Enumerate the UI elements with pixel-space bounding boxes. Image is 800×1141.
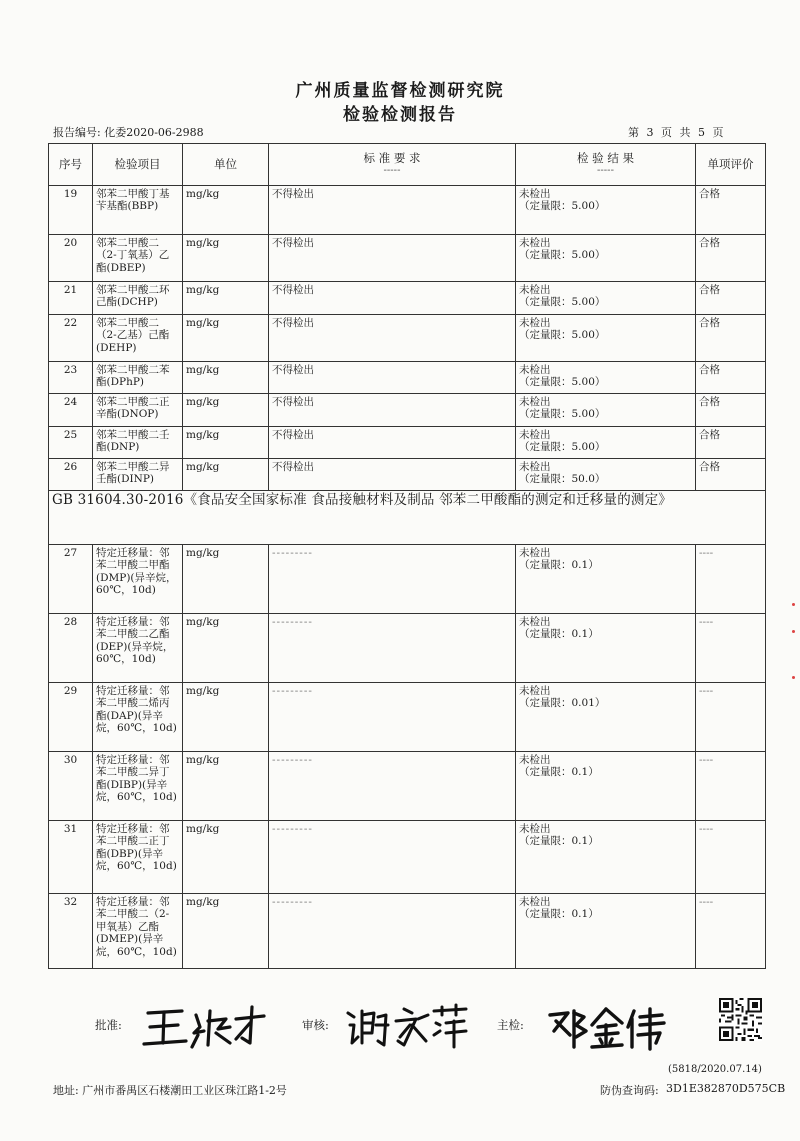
test-item: 邻苯二甲酸二苯酯(DPhP)	[93, 362, 183, 394]
evaluation-value: ----	[699, 896, 714, 908]
row-number: 27	[49, 545, 93, 614]
test-result	[516, 394, 696, 427]
quantitation-limit: （定量限：0.1）	[519, 835, 599, 848]
evaluation	[696, 894, 766, 969]
review-label: 审核:	[302, 1018, 329, 1032]
test-item: 邻苯二甲酸二正辛酯(DNOP)	[93, 394, 183, 427]
row-number: 20	[49, 235, 93, 282]
result-value: 未检出	[519, 896, 551, 908]
standard-dash: ---------	[272, 896, 313, 908]
evaluation	[696, 614, 766, 683]
edge-mark	[792, 630, 795, 633]
quantitation-limit: （定量限：0.1）	[519, 908, 599, 921]
test-result	[516, 282, 696, 315]
table-row	[49, 235, 766, 282]
standard-dash: ---------	[272, 547, 313, 559]
test-result	[516, 545, 696, 614]
gb-standard-title: GB 31604.30-2016《食品安全国家标准 食品接触材料及制品 邻苯二甲酸酯的测定和迁移量的测定》	[49, 491, 766, 545]
row-number: 21	[49, 282, 93, 315]
table-row	[49, 427, 766, 459]
result-value: 未检出	[519, 461, 551, 473]
evaluation	[696, 545, 766, 614]
table-row	[49, 394, 766, 427]
col-header-standard	[269, 144, 516, 186]
evaluation-value: 合格	[699, 396, 720, 408]
unit: mg/kg	[183, 186, 269, 235]
col-header-unit: 单位	[183, 144, 269, 186]
verification-code: 3D1E382870D575CB	[666, 1082, 786, 1095]
test-item: 邻苯二甲酸二环己酯(DCHP)	[93, 282, 183, 315]
result-value: 未检出	[519, 823, 551, 835]
unit: mg/kg	[183, 821, 269, 894]
quantitation-limit: （定量限：5.00）	[519, 408, 606, 421]
result-value: 未检出	[519, 317, 551, 329]
evaluation-value: ----	[699, 685, 714, 697]
table-row	[49, 683, 766, 752]
edge-mark	[792, 676, 795, 679]
table-row	[49, 821, 766, 894]
table-row	[49, 752, 766, 821]
table-row	[49, 186, 766, 235]
standard-requirement	[269, 683, 516, 752]
unit: mg/kg	[183, 894, 269, 969]
test-result	[516, 894, 696, 969]
evaluation-value: ----	[699, 547, 714, 559]
standard-dash: ---------	[272, 754, 313, 766]
quantitation-limit: （定量限：5.00）	[519, 249, 606, 262]
test-result	[516, 235, 696, 282]
table-header-row	[49, 144, 766, 186]
institute-address	[53, 1082, 287, 1098]
standard-requirement	[269, 545, 516, 614]
report-title: 检验检测报告	[343, 105, 457, 125]
evaluation	[696, 235, 766, 282]
unit: mg/kg	[183, 394, 269, 427]
report-number-label: 报告编号:	[53, 126, 101, 139]
unit: mg/kg	[183, 614, 269, 683]
standard-requirement	[269, 894, 516, 969]
row-number: 26	[49, 459, 93, 491]
result-value: 未检出	[519, 685, 551, 697]
row-number: 32	[49, 894, 93, 969]
test-item: 特定迁移量：邻苯二甲酸二（2-甲氧基）乙酯(DMEP)(异辛烷，60℃，10d)	[93, 894, 183, 969]
row-number: 29	[49, 683, 93, 752]
verification-label: 防伪查询码:	[600, 1084, 659, 1097]
standard-requirement: 不得检出	[269, 235, 516, 282]
institute-name: 广州质量监督检测研究院	[295, 81, 505, 101]
unit: mg/kg	[183, 545, 269, 614]
result-value: 未检出	[519, 284, 551, 296]
table-row	[49, 282, 766, 315]
result-value: 未检出	[519, 188, 551, 200]
evaluation	[696, 186, 766, 235]
quantitation-limit: （定量限：50.0）	[519, 473, 606, 486]
evaluation-value: 合格	[699, 429, 720, 441]
test-item: 特定迁移量：邻苯二甲酸二异丁酯(DIBP)(异辛烷，60℃，10d)	[93, 752, 183, 821]
standard-requirement: 不得检出	[269, 282, 516, 315]
test-result	[516, 683, 696, 752]
standard-requirement: 不得检出	[269, 315, 516, 362]
standard-dash: ---------	[272, 823, 313, 835]
edge-mark	[792, 603, 795, 606]
table-row	[49, 459, 766, 491]
test-result	[516, 362, 696, 394]
evaluation-value: 合格	[699, 364, 720, 376]
test-item: 特定迁移量：邻苯二甲酸二正丁酯(DBP)(异辛烷，60℃，10d)	[93, 821, 183, 894]
evaluation	[696, 427, 766, 459]
test-item: 特定迁移量：邻苯二甲酸二甲酯(DMP)(异辛烷，60℃，10d)	[93, 545, 183, 614]
document-version: (5818/2020.07.14)	[668, 1064, 762, 1075]
signature-row	[0, 1003, 800, 1053]
row-number: 31	[49, 821, 93, 894]
test-item: 特定迁移量：邻苯二甲酸二乙酯(DEP)(异辛烷，60℃，10d)	[93, 614, 183, 683]
row-number: 22	[49, 315, 93, 362]
standard-heading-row	[49, 491, 766, 545]
row-number: 30	[49, 752, 93, 821]
main-inspector-signature-image	[540, 1003, 670, 1053]
page-indicator: 第 3 页 共 5 页	[628, 126, 724, 139]
unit: mg/kg	[183, 315, 269, 362]
result-value: 未检出	[519, 616, 551, 628]
evaluation	[696, 362, 766, 394]
evaluation-value: ----	[699, 754, 714, 766]
test-result	[516, 427, 696, 459]
col-header-result-label: 检 验 结 果	[577, 150, 634, 165]
qr-code-image	[719, 998, 762, 1041]
row-number: 25	[49, 427, 93, 459]
test-result	[516, 186, 696, 235]
evaluation	[696, 394, 766, 427]
address-label: 地址:	[53, 1084, 79, 1097]
test-result	[516, 614, 696, 683]
quantitation-limit: （定量限：0.1）	[519, 766, 599, 779]
test-item: 邻苯二甲酸二壬酯(DNP)	[93, 427, 183, 459]
unit: mg/kg	[183, 282, 269, 315]
result-value: 未检出	[519, 754, 551, 766]
evaluation-value: 合格	[699, 237, 720, 249]
evaluation-value: 合格	[699, 188, 720, 200]
col-header-no: 序号	[49, 144, 93, 186]
evaluation	[696, 683, 766, 752]
quantitation-limit: （定量限：0.01）	[519, 697, 606, 710]
quantitation-limit: （定量限：5.00）	[519, 200, 606, 213]
evaluation	[696, 752, 766, 821]
evaluation-value: 合格	[699, 284, 720, 296]
evaluation-value: ----	[699, 823, 714, 835]
results-table	[48, 143, 766, 969]
table-row	[49, 315, 766, 362]
result-value: 未检出	[519, 237, 551, 249]
col-header-item: 检验项目	[93, 144, 183, 186]
evaluation	[696, 282, 766, 315]
standard-requirement	[269, 752, 516, 821]
row-number: 19	[49, 186, 93, 235]
standard-dash: ---------	[272, 685, 313, 697]
col-header-result-sub: -----	[597, 165, 614, 177]
standard-requirement: 不得检出	[269, 459, 516, 491]
test-item: 特定迁移量：邻苯二甲酸二烯丙酯(DAP)(异辛烷，60℃，10d)	[93, 683, 183, 752]
table-row	[49, 894, 766, 969]
main-inspector-label: 主检:	[497, 1018, 524, 1032]
unit: mg/kg	[183, 459, 269, 491]
standard-requirement	[269, 821, 516, 894]
test-result	[516, 459, 696, 491]
test-item: 邻苯二甲酸二（2-乙基）己酯(DEHP)	[93, 315, 183, 362]
unit: mg/kg	[183, 427, 269, 459]
standard-dash: ---------	[272, 616, 313, 628]
evaluation-value: 合格	[699, 461, 720, 473]
test-item: 邻苯二甲酸二（2-丁氧基）乙酯(DBEP)	[93, 235, 183, 282]
unit: mg/kg	[183, 235, 269, 282]
row-number: 23	[49, 362, 93, 394]
result-value: 未检出	[519, 396, 551, 408]
standard-requirement: 不得检出	[269, 362, 516, 394]
test-result	[516, 821, 696, 894]
quantitation-limit: （定量限：5.00）	[519, 296, 606, 309]
test-item: 邻苯二甲酸丁基苄基酯(BBP)	[93, 186, 183, 235]
quantitation-limit: （定量限：5.00）	[519, 441, 606, 454]
row-number: 24	[49, 394, 93, 427]
report-number-value: 化委2020-06-2988	[104, 126, 204, 139]
col-header-result	[516, 144, 696, 186]
evaluation	[696, 315, 766, 362]
table-row	[49, 545, 766, 614]
test-result	[516, 752, 696, 821]
col-header-evaluation: 单项评价	[696, 144, 766, 186]
quantitation-limit: （定量限：0.1）	[519, 559, 599, 572]
standard-requirement: 不得检出	[269, 186, 516, 235]
test-item: 邻苯二甲酸二异壬酯(DINP)	[93, 459, 183, 491]
table-row	[49, 362, 766, 394]
approve-signature-image	[138, 1003, 268, 1053]
review-signature-image	[342, 1003, 472, 1053]
address-value: 广州市番禺区石楼潮田工业区珠江路1-2号	[82, 1084, 287, 1097]
approve-label: 批准:	[95, 1018, 122, 1032]
report-number	[53, 124, 204, 140]
standard-requirement: 不得检出	[269, 394, 516, 427]
col-header-standard-label: 标 准 要 求	[363, 150, 421, 165]
table-row	[49, 614, 766, 683]
quantitation-limit: （定量限：0.1）	[519, 628, 599, 641]
evaluation	[696, 821, 766, 894]
unit: mg/kg	[183, 683, 269, 752]
standard-requirement: 不得检出	[269, 427, 516, 459]
test-result	[516, 315, 696, 362]
unit: mg/kg	[183, 752, 269, 821]
result-value: 未检出	[519, 429, 551, 441]
evaluation-value: 合格	[699, 317, 720, 329]
result-value: 未检出	[519, 547, 551, 559]
quantitation-limit: （定量限：5.00）	[519, 329, 606, 342]
standard-requirement	[269, 614, 516, 683]
result-value: 未检出	[519, 364, 551, 376]
col-header-standard-sub: -----	[383, 165, 401, 177]
evaluation	[696, 459, 766, 491]
evaluation-value: ----	[699, 616, 714, 628]
quantitation-limit: （定量限：5.00）	[519, 376, 606, 389]
unit: mg/kg	[183, 362, 269, 394]
row-number: 28	[49, 614, 93, 683]
